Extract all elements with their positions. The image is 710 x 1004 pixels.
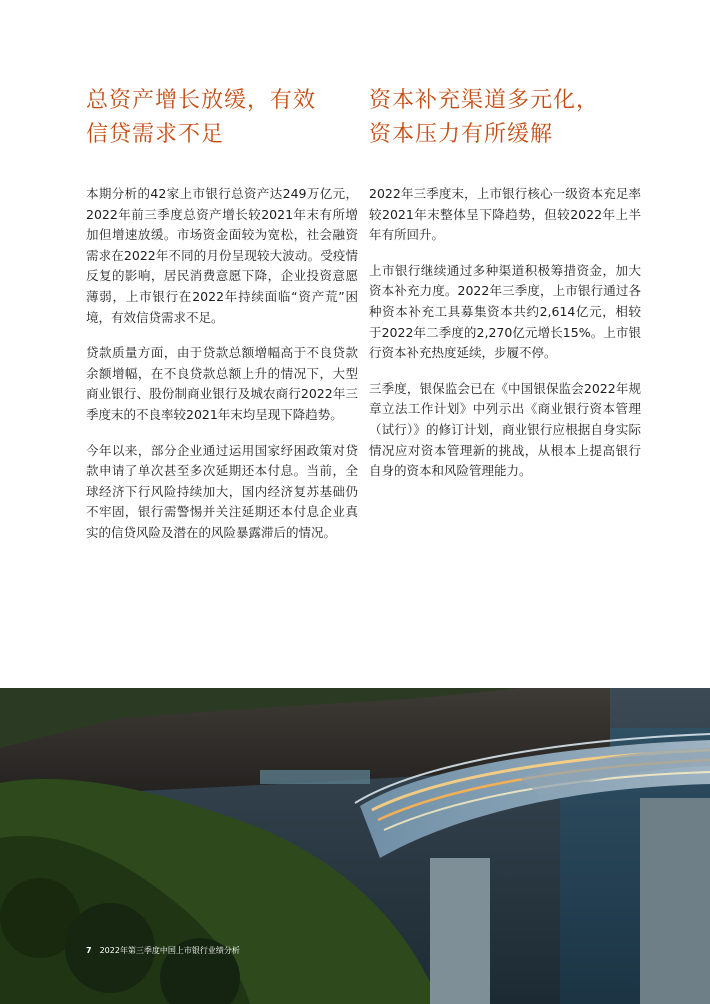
left-paragraph-3: 今年以来，部分企业通过运用国家纾困政策对贷款申请了单次甚至多次延期还本付息。当前，全球经济下行风险持续加大，国内经济复苏基础仍不牢固，银行需警惕并关注延期还本付息企业真实的信贷风险及潜在的风险暴露滞后的情况。 (86, 442, 358, 540)
bridge-night-illustration (0, 688, 710, 1004)
publication-title: 2022年第三季度中国上市银行业绩分析 (99, 946, 240, 955)
left-heading-line-2: 信贷需求不足 (86, 122, 225, 147)
left-column (86, 84, 358, 559)
page-footer (86, 945, 240, 956)
left-heading-line-1: 总资产增长放缓，有效 (86, 88, 317, 113)
left-paragraph-1: 本期分析的42家上市银行总资产达249万亿元，2022年前三季度总资产增长较2021年末有所增加但增速放缓。市场资金面较为宽松，社会融资需求在2022年不同的月份呈现较大波动。受疫情反复的影响，居民消费意愿下降，企业投资意愿薄弱，上市银行在2022年持续面临“资产荒”困境，有效信贷需求不足。 (86, 186, 358, 325)
right-heading-line-1: 资本补充渠道多元化， (369, 88, 600, 113)
left-paragraph-2: 贷款质量方面，由于贷款总额增幅高于不良贷款余额增幅，在不良贷款总额上升的情况下，大型商业银行、股份制商业银行及城农商行2022年三季度末的不良率较2021年末均呈现下降趋势。 (86, 345, 358, 422)
coastal-bridge-photo (0, 688, 710, 1004)
page-number: 7 (86, 946, 92, 955)
left-heading (86, 84, 358, 152)
right-paragraph-3: 三季度，银保监会已在《中国银保监会2022年规章立法工作计划》中列示出《商业银行资本管理（试行）》的修订计划，商业银行应根据自身实际情况应对资本管理新的挑战，从根本上提高银行自身的资本和风险管理能力。 (369, 380, 641, 479)
right-heading (369, 84, 641, 152)
right-heading-line-2: 资本压力有所缓解 (369, 122, 554, 147)
right-paragraph-2: 上市银行继续通过多种渠道积极筹措资金，加大资本补充力度。2022年三季度，上市银行通过各种资本补充工具募集资本共约2,614亿元，相较于2022年二季度的2,270亿元增长15%。上市银行资本补充热度延续，步履不停。 (369, 262, 641, 361)
right-paragraph-1: 2022年三季度末，上市银行核心一级资本充足率较2021年末整体呈下降趋势，但较2022年上半年有所回升。 (369, 186, 641, 243)
right-column (369, 84, 641, 497)
